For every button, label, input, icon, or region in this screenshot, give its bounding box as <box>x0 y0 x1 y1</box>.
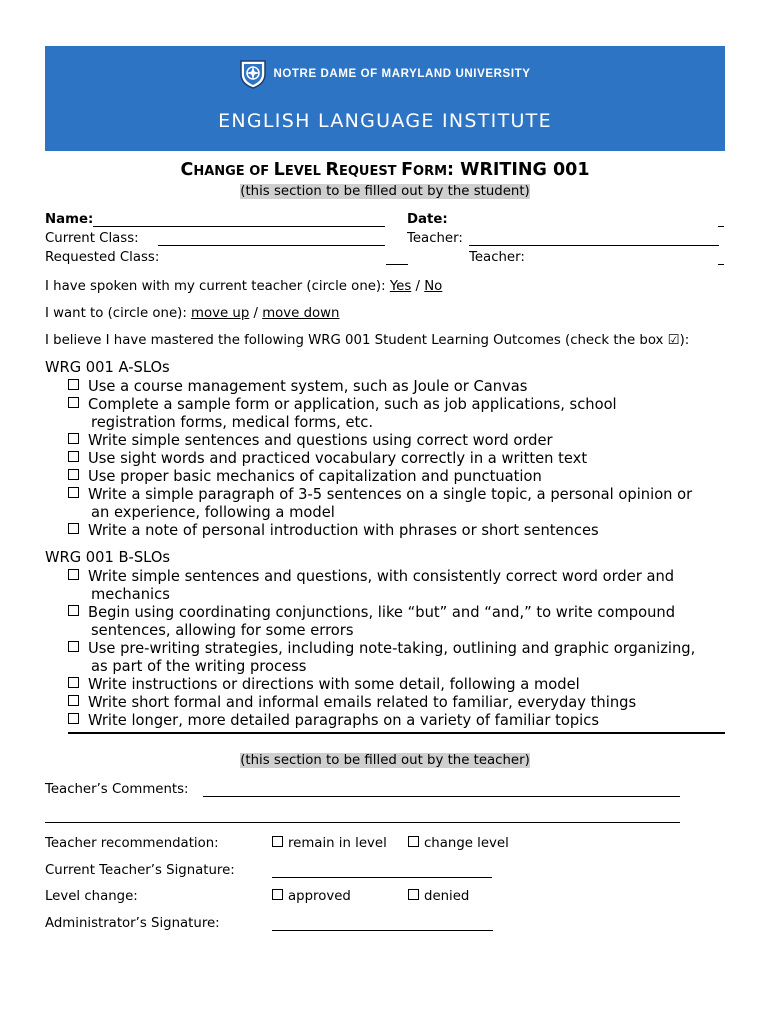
header-banner <box>45 46 725 151</box>
university-logo <box>45 59 725 89</box>
checkbox[interactable] <box>68 695 79 706</box>
requested-teacher-label: Teacher: <box>469 250 525 265</box>
slo-item: Write a note of personal introduction with phrases or short sentences <box>68 522 599 540</box>
spoken-with-teacher-line: I have spoken with my current teacher (circle one): Yes / No <box>45 279 443 294</box>
mastery-statement: I believe I have mastered the following WRG 001 Student Learning Outcomes (check the box ☑): <box>45 333 690 348</box>
teacher-comments-field-line2[interactable] <box>45 822 680 823</box>
teacher-recommendation-label: Teacher recommendation: <box>45 836 219 851</box>
student-section-note: (this section to be filled out by the student) <box>240 184 530 199</box>
checkbox[interactable] <box>272 836 283 847</box>
university-shield-icon <box>239 59 267 89</box>
checkbox[interactable] <box>68 713 79 724</box>
requested-class-label: Requested Class: <box>45 250 160 265</box>
slo-item-continued: an experience, following a model <box>91 504 335 521</box>
date-label: Date: <box>407 212 448 227</box>
slo-item-continued: mechanics <box>91 586 170 603</box>
name-label: Name: <box>45 212 94 227</box>
checkbox[interactable] <box>408 836 419 847</box>
teacher-comments-label: Teacher’s Comments: <box>45 782 189 797</box>
change-level-option[interactable]: change level <box>408 836 509 851</box>
current-class-label: Current Class: <box>45 231 139 246</box>
checkbox[interactable] <box>68 641 79 652</box>
checkbox[interactable] <box>68 379 79 390</box>
slo-item-continued: sentences, allowing for some errors <box>91 622 354 639</box>
requested-teacher-field[interactable] <box>718 264 724 265</box>
move-direction-line: I want to (circle one): move up / move down <box>45 306 340 321</box>
administrator-signature-label: Administrator’s Signature: <box>45 916 220 931</box>
slo-item: Write a simple paragraph of 3-5 sentences on a single topic, a personal opinion or <box>68 486 692 504</box>
checkbox[interactable] <box>68 605 79 616</box>
denied-option[interactable]: denied <box>408 889 469 904</box>
slo-item: Begin using coordinating conjunctions, like “but” and “and,” to write compound <box>68 604 675 622</box>
current-class-field[interactable] <box>158 245 385 246</box>
move-up-option[interactable]: move up <box>191 306 250 321</box>
slo-item: Use proper basic mechanics of capitalization and punctuation <box>68 468 542 486</box>
checkbox[interactable] <box>68 677 79 688</box>
university-name: NOTRE DAME OF MARYLAND UNIVERSITY <box>273 68 531 80</box>
checkbox[interactable] <box>68 397 79 408</box>
slo-item: Use pre-writing strategies, including note-taking, outlining and graphic organizing, <box>68 640 695 658</box>
remain-in-level-option[interactable]: remain in level <box>272 836 387 851</box>
checkbox[interactable] <box>68 469 79 480</box>
move-down-option[interactable]: move down <box>262 306 340 321</box>
slo-item: Write simple sentences and questions, with consistently correct word order and <box>68 568 674 586</box>
form-title: CHANGE OF LEVEL REQUEST FORM: WRITING 001 <box>180 160 590 180</box>
teacher-section-note: (this section to be filled out by the teacher) <box>240 753 530 768</box>
checkbox[interactable] <box>68 569 79 580</box>
b-slos-heading: WRG 001 B-SLOs <box>45 549 171 566</box>
requested-class-field[interactable] <box>386 264 408 265</box>
slo-item-continued: registration forms, medical forms, etc. <box>91 414 373 431</box>
slo-item: Use sight words and practiced vocabulary correctly in a written text <box>68 450 587 468</box>
teacher-field[interactable] <box>469 245 719 246</box>
checkbox[interactable] <box>68 487 79 498</box>
slo-item: Complete a sample form or application, such as job applications, school <box>68 396 617 414</box>
yes-option[interactable]: Yes <box>389 279 412 294</box>
section-divider <box>68 732 725 734</box>
checkbox[interactable] <box>408 889 419 900</box>
name-field[interactable] <box>93 226 385 227</box>
slo-item: Write simple sentences and questions using correct word order <box>68 432 553 450</box>
teacher-label: Teacher: <box>407 231 463 246</box>
teacher-signature-label: Current Teacher’s Signature: <box>45 863 235 878</box>
checkbox[interactable] <box>272 889 283 900</box>
slo-item: Write longer, more detailed paragraphs on a variety of familiar topics <box>68 712 599 730</box>
no-option[interactable]: No <box>424 279 443 294</box>
slo-item-continued: as part of the writing process <box>91 658 307 675</box>
date-field[interactable] <box>718 226 724 227</box>
checkbox[interactable] <box>68 433 79 444</box>
institute-name: ENGLISH LANGUAGE INSTITUTE <box>218 110 552 132</box>
slo-item: Write instructions or directions with some detail, following a model <box>68 676 580 694</box>
approved-option[interactable]: approved <box>272 889 351 904</box>
slo-item: Write short formal and informal emails related to familiar, everyday things <box>68 694 636 712</box>
teacher-comments-field[interactable] <box>203 796 680 797</box>
teacher-signature-field[interactable] <box>272 877 492 878</box>
level-change-label: Level change: <box>45 889 138 904</box>
checkbox[interactable] <box>68 523 79 534</box>
a-slos-heading: WRG 001 A-SLOs <box>45 359 170 376</box>
slo-item: Use a course management system, such as Joule or Canvas <box>68 378 527 396</box>
administrator-signature-field[interactable] <box>272 930 493 931</box>
checkbox[interactable] <box>68 451 79 462</box>
